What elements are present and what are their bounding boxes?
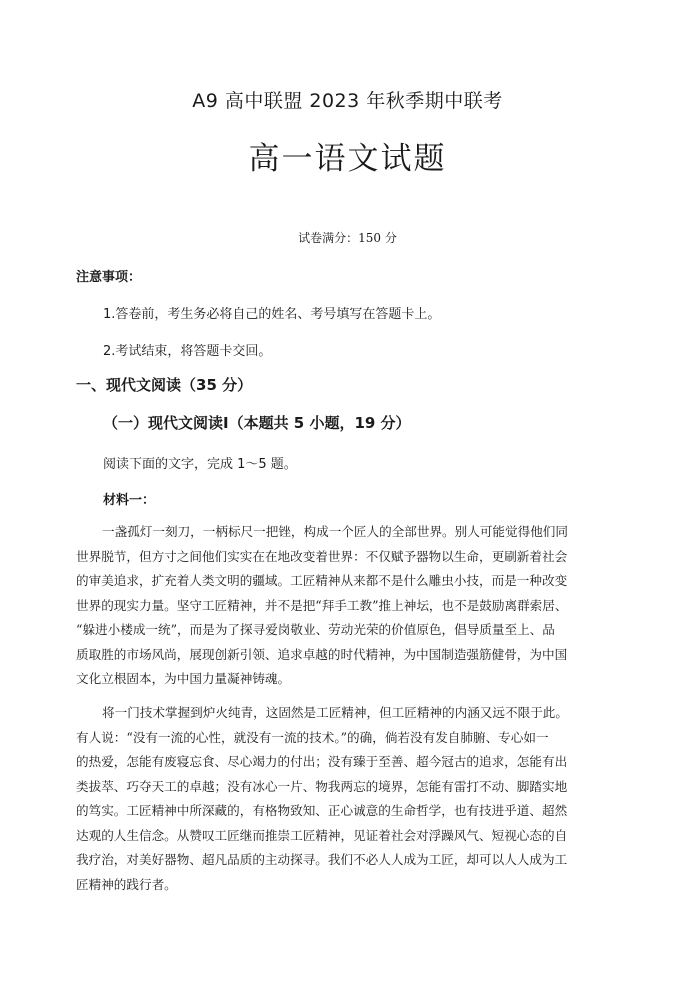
subsection-heading: （一）现代文阅读Ⅰ（本题共 5 小题，19 分） — [103, 414, 411, 432]
paragraph-line: 一盏孤灯一刻刀，一柄标尺一把锉，构成一个匠人的全部世界。别人可能觉得他们同 — [102, 524, 568, 539]
reading-instruction: 阅读下面的文字，完成 1～5 题。 — [103, 457, 297, 472]
paragraph-line: 的笃实。工匠精神中所深藏的，有格物致知、正心诚意的生命哲学，也有技进乎道、超然 — [76, 803, 568, 818]
paragraph-line: 有人说：“没有一流的心性，就没有一流的技术。”的确，倘若没有发自肺腑、专心如一 — [76, 729, 549, 745]
paragraph-line: 世界的现实力量。坚守工匠精神，并不是把“拜手工教”推上神坛，也不是鼓励离群索居、 — [76, 597, 568, 613]
paragraph-line: 类拔萃、巧夺天工的卓越；没有冰心一片、物我两忘的境界，怎能有雷打不动、脚踏实地 — [76, 778, 568, 794]
material-paragraph-2 — [76, 701, 619, 897]
material-label: 材料一： — [103, 493, 156, 508]
paragraph-line: 匠精神的践行者。 — [76, 876, 177, 892]
exam-name: A9 高中联盟 2023 年秋季期中联考 — [192, 90, 503, 112]
paragraph-line: 世界脱节，但方寸之间他们实实在在地改变着世界：不仅赋予器物以生命，更刷新着社会 — [76, 548, 568, 564]
paragraph-line: 我疗治，对美好器物、超凡品质的主动探寻。我们不必人人成为工匠，却可以人人成为工 — [76, 852, 568, 867]
paragraph-line: 的审美追求，扩充着人类文明的疆域。工匠精神从来都不是什么雕虫小技，而是一种改变 — [76, 573, 568, 588]
paragraph-line: 将一门技术掌握到炉火纯青，这固然是工匠精神，但工匠精神的内涵又远不限于此。 — [102, 705, 568, 720]
material-paragraph-1 — [76, 520, 619, 692]
score-line: 试卷满分：150 分 — [298, 231, 397, 245]
paragraph-line: 文化立根固本，为中国力量凝神铸魂。 — [76, 671, 291, 686]
paragraph-line: 的热爱，怎能有废寝忘食、尽心竭力的付出；没有臻于至善、超今冠古的追求，怎能有出 — [76, 754, 568, 769]
notice-item: 2.考试结束，将答题卡交回。 — [103, 344, 272, 359]
page-title: 高一语文试题 — [248, 141, 447, 177]
paragraph-line: 质取胜的市场风尚，展现创新引领、追求卓越的时代精神，为中国制造强筋健骨，为中国 — [76, 646, 568, 662]
section-heading: 一、现代文阅读（35 分） — [76, 376, 253, 394]
notice-heading: 注意事项： — [76, 270, 142, 285]
notice-item: 1.答卷前，考生务必将自己的姓名、考号填写在答题卡上。 — [103, 307, 441, 322]
paragraph-line: “躲进小楼成一统”，而是为了探寻爱岗敬业、劳动光荣的价值原色，倡导质量至上、品 — [76, 622, 555, 637]
paragraph-line: 达观的人生信念。从赞叹工匠继而推崇工匠精神，见证着社会对浮躁风气、短视心态的自 — [76, 827, 568, 843]
